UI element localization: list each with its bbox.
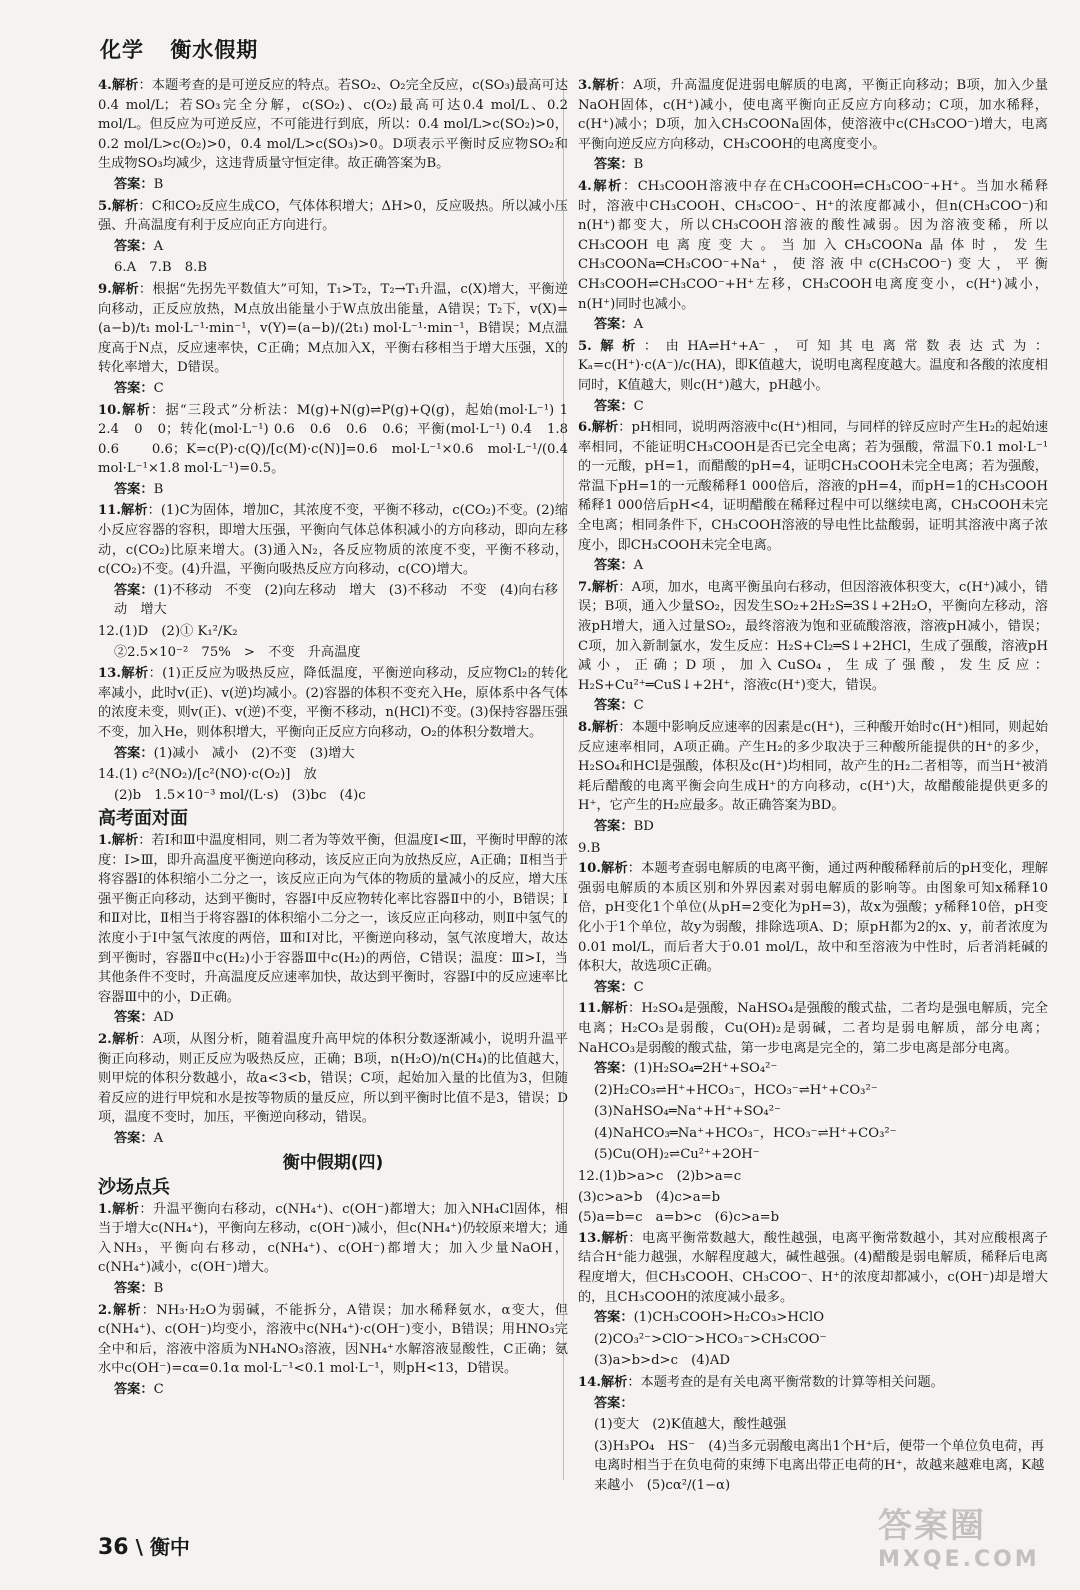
left-item: 4.解析：本题考查的是可逆反应的特点。若SO₂、O₂完全反应，c(SO₃)最高可达0.4 mol/L；若SO₃完全分解，c(SO₂)、c(O₂)最高可达0.4 mol/L、0.2 mol/L。但反应为可逆反应，不可能进行到底，所以：0.4 mol/L>c(SO₂)>0，0.2 mol/L>c(O₂)>0，0.4 mol/L>c(SO₃)>0。D项表示平衡时反应物SO₂和生成物SO₃均减少，这违背质量守恒定律。故正确答案为B。 [98,78,569,172]
shachang-items [98,1200,568,1400]
answer-value: C [633,698,644,714]
answer-line: 答案：A [594,558,644,574]
answer-value: (1)H₂SO₄═2H⁺+SO₄²⁻ [633,1061,778,1077]
question-number: 10. [98,402,121,418]
analysis-text: 据“三段式”分析法：M(g)+N(g)⇌P(g)+Q(g)，起始(mol·L⁻¹) 1 2.4 0 0；转化(mol·L⁻¹) 0.6 0.6 0.6 0.6；平衡(mol·L⁻¹) 0.4 1.8 0.6 0.6；K=c(P)·c(Q)/[c(M)·c(N)]=0.6 mol·L⁻¹×0.6 mol·L⁻¹/(0.4 mol·L⁻¹×1.8 mol·L⁻¹)=0.5。 [98,402,582,477]
right-items-part2 [578,859,1048,1079]
right-item: 10.解析：本题考查弱电解质的电离平衡，通过两种酸稀释前后的pH变化，理解强弱电解质的本质区别和外界因素对弱电解质的影响等。由图象可知x稀释10倍，pH变化1个单位(从pH=2变化为pH=3)，故x为强酸；y稀释10倍，pH变化小于1个单位，故y为弱酸，排除选项A、D；原pH都为2的x、y，前者浓度为0.01 mol/L，而后者大于0.01 mol/L，故中和至溶液为中性时，后者消耗碱的体积大，故选项C正确。 [578,861,1048,975]
analysis-text: 电离平衡常数越大，酸性越强，电离平衡常数越小，其对应酸根离子结合H⁺能力越强，水解程度越大，碱性越强。(4)醋酸是弱电解质，稀释后电离程度增大，但CH₃COOH、CH₃COO⁻、H⁺的浓度却都减小，c(OH⁻)却是增大的，且CH₃COOH的浓度减小最多。 [578,1230,1048,1305]
analysis-text: (1)C为固体，增加C，其浓度不变，平衡不移动，c(CO₂)不变。(2)缩小反应容器的容积，即增大压强，平衡向气体总体积减小的方向移动，即向左移动，c(CO₂)比原来增大。(3)通入N₂，各反应物质的浓度不变，平衡不移动，c(CO₂)不变。(4)升温，平衡向吸热反应方向移动，c(CO)增大。 [98,503,569,578]
q14-line1: 14.(1) c²(NO₂)/[c²(NO)·c(O₂)] 放 [98,767,317,783]
question-number: 1. [98,832,112,848]
footer-text: 衡中 [149,1535,190,1559]
analysis-label: 解析 [111,281,139,297]
analysis-text: CH₃COOH溶液中存在CH₃COOH⇌CH₃COO⁻+H⁺。当加水稀释时，溶液中CH₃COOH、CH₃COO⁻、H⁺的浓度都减小，但n(CH₃COO⁻)和n(H⁺)都变大，所以CH₃COOH溶液的酸性减弱。因为溶液变稀，所以CH₃COOH电离度变大。当加入CH₃COONa晶体时，发生CH₃COONa═CH₃COO⁻+Na⁺，使溶液中c(CH₃COO⁻)变大，平衡CH₃COOH⇌CH₃COO⁻+H⁺左移，CH₃COOH电离度变小，c(H⁺)减小，n(H⁺)同时也减小。 [578,178,1049,312]
question-number: 6. [578,420,592,436]
q12-answers [578,1167,1048,1228]
gaokao-items [98,831,568,1149]
right-item: 5.解析：由HA⇌H⁺+A⁻，可知其电离常数表达式为：Kₐ=c(H⁺)·c(A⁻)/c(HA)，即K值越大，说明电离程度越大。温度和各酸的浓度相同时，K值越大，则c(H⁺)越大，pH越小。 [578,338,1049,393]
answer-value: A [633,558,644,574]
analysis-text: NH₃·H₂O为弱碱，不能拆分，A错误；加水稀释氨水，α变大，但c(NH₄⁺)、c(OH⁻)均变小，溶液中c(NH₄⁺)·c(OH⁻)变小，B错误；用HNO₃完全中和后，溶液中溶质为NH₄NO₃溶液，因NH₄⁺水解溶液显酸性，C正确；氨水中c(OH⁻)=cα=0.1α mol·L⁻¹<0.1 mol·L⁻¹，则pH<13，D错误。 [98,1302,569,1377]
answer-value: BD [633,818,654,834]
analysis-label: 解析 [111,832,139,848]
q12-line1: 12.(1)D (2)① K₁²/K₂ [98,624,238,640]
question-number: 8. [578,720,592,735]
answer-text-line: (2)H₂CO₃⇌H⁺+HCO₃⁻，HCO₃⁻⇌H⁺+CO₃²⁻ [594,1082,878,1098]
analysis-text: 升温平衡向右移动，c(NH₄⁺)、c(OH⁻)都增大；加入NH₄Cl固体，相当于增大c(NH₄⁺)，平衡向左移动，c(OH⁻)减小，但c(NH₄⁺)仍较原来增大；通入NH₃，平衡向右移动，c(NH₄⁺)、c(OH⁻)都增大；加入少量NaOH，c(NH₄⁺)减小，c(OH⁻)增大。 [98,1201,569,1276]
analysis-label: 解析 [600,861,628,877]
analysis-label: 解析 [111,78,139,93]
answer-line: 答案：(1)H₂SO₄═2H⁺+SO₄²⁻ [594,1061,778,1077]
answer-text-line: (4)NaHCO₃═Na⁺+HCO₃⁻，HCO₃⁻⇌H⁺+CO₃²⁻ [594,1125,897,1141]
answer-line: 答案：(1)CH₃COOH>H₂CO₃>HClO [594,1310,825,1326]
answer-value: (1)CH₃COOH>H₂CO₃>HClO [633,1310,825,1326]
answer-text-line: (3)NaHSO₄═Na⁺+H⁺+SO₄²⁻ [594,1104,781,1120]
analysis-text: H₂SO₄是强酸，NaHSO₄是强酸的酸式盐，二者均是强电解质，完全电离；H₂CO₃是弱酸，Cu(OH)₂是弱碱，二者均是弱电解质，部分电离；NaHCO₃是弱酸的酸式盐，第一步电离是完全的，第二步电离是部分电离。 [578,1001,1049,1056]
answer-line: 答案：B [114,1281,164,1297]
answer-line: 答案：B [114,481,164,497]
answer-text-line: (5)a=b=c a=b>c (6)c>a=b [578,1210,780,1226]
q14-number: 14. [578,1375,601,1390]
left-item: 13.解析：(1)正反应为吸热反应，降低温度，平衡逆向移动，反应物Cl₂的转化率减小，此时v(正)、v(逆)均减小。(2)容器的体积不变充入He，原体系中各气体的浓度未变，则v(正)、v(逆)不变，平衡不移动，n(HCl)不变。(3)保持容器压强不变，加入He，则体积增大，平衡向正反应方向移动，O₂的体积分数增大。 [98,666,569,740]
analysis-text: 根据“先拐先平数值大”可知，T₁>T₂，T₂→T₁升温，c(X)增大，平衡逆向移动，正反应放热，M点放出能量小于W点放出能量，A错误；T₂下，v(X)=(a−b)/t₁ mol·L⁻¹·min⁻¹，v(Y)=(a−b)/(2t₁) mol·L⁻¹·min⁻¹，B错误；M点温度高于N点，反应速率快，C正确；M点加入X，平衡右移相当于增大压强，X的转化率增大，D错误。 [98,281,569,376]
left-item: 9.解析：根据“先拐先平数值大”可知，T₁>T₂，T₂→T₁升温，c(X)增大，平衡逆向移动，正反应放热，M点放出能量小于W点放出能量，A错误；T₂下，v(X)=(a−b)/t₁ mol·L⁻¹·min⁻¹，v(Y)=(a−b)/(2t₁) mol·L⁻¹·min⁻¹，B错误；M点温度高于N点，反应速率快，C正确；M点加入X，平衡右移相当于增大压强，X的转化率增大，D错误。 [98,281,569,376]
answer-line: 答案：C [594,698,644,714]
answer-value: B [153,1281,164,1297]
answer-text-line: (3)a>b>d>c (4)AD [594,1353,730,1369]
analysis-label: 解析 [111,1302,142,1318]
analysis-text: A项，加水，电离平衡虽向右移动，但因溶液体积变大，c(H⁺)减小，错误；B项，通入少量SO₂，因发生SO₂+2H₂S═3S↓+2H₂O，平衡向左移动，溶液pH增大，通入过量SO₂，最终溶液为饱和亚硫酸溶液，溶液pH减小，错误；C项，加入新制氯水，发生反应：H₂S+Cl₂═S↓+2HCl，生成了强酸，溶液pH减小，正确；D项，加入CuSO₄，生成了强酸，发生反应：H₂S+Cu²⁺═CuS↓+2H⁺，溶液c(H⁺)变大，错误。 [578,579,1049,693]
answer-value: (1)不移动 不变 (2)向左移动 增大 (3)不移动 不变 (4)向右移动 增大 [114,582,558,618]
left-item: 10.解析：据“三段式”分析法：M(g)+N(g)⇌P(g)+Q(g)，起始(mol·L⁻¹) 1 2.4 0 0；转化(mol·L⁻¹) 0.6 0.6 0.6 0.6；平衡(mol·L⁻¹) 0.4 1.8 0.6 0.6；K=c(P)·c(Q)/[c(M)·c(N)]=0.6 mol·L⁻¹×0.6 mol·L⁻¹/(0.4 mol·L⁻¹×1.8 mol·L⁻¹)=0.5。 [98,402,582,477]
answer-line: 答案：B [594,157,644,173]
question-number: 5. [578,338,592,354]
question-number: 9. [98,281,112,297]
answer-text-line: (5)Cu(OH)₂⇌Cu²⁺+2OH⁻ [594,1147,760,1163]
answer-value: B [153,481,164,497]
right-item: 3.解析：A项，升高温度促进弱电解质的电离，平衡正向移动；B项，加入少量NaOH固体，c(H⁺)减小，使电离平衡向正反应方向移动；C项，加水稀释，c(H⁺)减小；D项，加入CH₃COONa固体，使溶液中c(CH₃COO⁻)增大，电离平衡向逆反应方向移动，CH₃COOH的电离度变小。 [578,78,1049,152]
watermark-site: MXQE.COM [878,1547,1040,1572]
right-item: 11.解析：H₂SO₄是强酸，NaHSO₄是强酸的酸式盐，二者均是强电解质，完全电离；H₂CO₃是弱酸，Cu(OH)₂是弱碱，二者均是弱电解质，部分电离；NaHCO₃是弱酸的酸式盐，第一步电离是完全的，第二步电离是部分电离。 [578,1001,1049,1056]
left-column [98,76,582,1506]
answer-line: 答案：B [114,176,164,192]
question-number: 13. [98,666,121,682]
answer-line: 答案：(1)不移动 不变 (2)向左移动 增大 (3)不移动 不变 (4)向右移动 增大 [114,582,558,618]
q14-line2: (2)b 1.5×10⁻³ mol/(L·s) (3)bc (4)c [114,787,366,803]
answer-value: C [633,398,644,414]
chapter-subtitle: 衡中假期(四) [282,1153,384,1174]
answer-value: A [153,1130,164,1146]
analysis-text: C和CO₂反应生成CO，气体体积增大；ΔH>0，反应吸热。所以减小压强、升高温度有利于反应向正方向进行。 [98,198,568,234]
gaokao-item: 2.解析：A项，从图分析，随着温度升高甲烷的体积分数逐渐减小，说明升温平衡正向移动，则正反应为吸热反应，正确；B项，n(H₂O)/n(CH₄)的比值越大，则甲烷的体积分数越小，故a<3<b，错误；C项，起始加入量的比值为3，但随着反应的进行甲烷和水是按等物质的量反应，所以到平衡时比值不是3，错误；D项，温度不变时，加压，平衡逆向移动，错误。 [98,1031,568,1126]
analysis-text: 本题中影响反应速率的因素是c(H⁺)，三种酸开始时c(H⁺)相同，则起始反应速率相同，A项正确。产生H₂的多少取决于三种酸所能提供的H⁺的多少，H₂SO₄和HCl是强酸，体积及c(H⁺)均相同，故产生的H₂二者相等，而当H⁺被消耗后醋酸的电离平衡会向生成H⁺的方向移动，c(H⁺)大，故醋酸能提供更多的H⁺，它产生的H₂应最多。故正确答案为BD。 [578,720,1049,814]
q14-item: 14.解析：本题考查的是有关电离平衡常数的计算等相关问题。 [578,1375,944,1390]
answer-value: AD [153,1010,174,1026]
page-footer [98,1531,190,1560]
answer-value: B [153,176,164,192]
analysis-label: 解析 [591,579,619,595]
analysis-label: 解析 [111,1201,140,1217]
question-number: 11. [98,503,121,519]
analysis-text: A项，升高温度促进弱电解质的电离，平衡正向移动；B项，加入少量NaOH固体，c(H⁺)减小，使电离平衡向正反应方向移动；C项，加水稀释，c(H⁺)减小；D项，加入CH₃COONa固体，使溶液中c(CH₃COO⁻)增大，电离平衡向逆反应方向移动，CH₃COOH的电离度变小。 [578,78,1049,152]
answer-line: 答案：A [114,1130,164,1146]
right-item: 8.解析：本题中影响反应速率的因素是c(H⁺)，三种酸开始时c(H⁺)相同，则起始反应速率相同，A项正确。产生H₂的多少取决于三种酸所能提供的H⁺的多少，H₂SO₄和HCl是强酸，体积及c(H⁺)均相同，故产生的H₂二者相等，而当H⁺被消耗后醋酸的电离平衡会向生成H⁺的方向移动，c(H⁺)大，故醋酸能提供更多的H⁺，它产生的H₂应最多。故正确答案为BD。 [578,720,1049,814]
question-number: 7. [578,579,592,595]
answer-value: A [633,317,644,333]
answer-line: 答案：A [594,317,644,333]
analysis-label: 解析 [111,198,139,214]
answer-value: (1)减小 减小 (2)不变 (3)增大 [153,745,355,761]
right-items-part3 [578,1229,1048,1328]
q12-line2: ②2.5×10⁻² 75% > 不变 升高温度 [114,644,361,660]
q14-label: 解析 [600,1375,628,1390]
analysis-text: (1)正反应为吸热反应，降低温度，平衡逆向移动，反应物Cl₂的转化率减小，此时v(正)、v(逆)均减小。(2)容器的体积不变充入He，原体系中各气体的浓度未变，则v(正)、v(逆)不变，平衡不移动，n(HCl)不变。(3)保持容器压强不变，加入He，则体积增大，平衡向正反应方向移动，O₂的体积分数增大。 [98,666,569,740]
left-items-part2 [98,280,582,620]
answer-line: 答案：C [594,979,644,995]
watermark-logo [878,1498,1058,1582]
analysis-text: 本题考查弱电解质的电离平衡，通过两种酸稀释前后的pH变化，理解强弱电解质的本质区别和外界因素对弱电解质的影响等。由图象可知x稀释10倍，pH变化1个单位(从pH=2变化为pH=3)，故x为强酸；y稀释10倍，pH变化小于1个单位，故y为弱酸，排除选项A、D；原pH都为2的x、y，前者浓度为0.01 mol/L，而后者大于0.01 mol/L，故中和至溶液为中性时，后者消耗碱的体积大，故选项C正确。 [578,861,1048,975]
header-subject: 化学 [100,37,144,62]
question-number: 2. [98,1302,112,1318]
analysis-label: 解析 [600,1230,629,1246]
right-column [578,76,1049,1493]
analysis-label: 解析 [591,178,623,194]
question-number: 1. [98,1201,112,1217]
answer-line: 答案：BD [594,818,654,834]
right-item: 4.解析：CH₃COOH溶液中存在CH₃COOH⇌CH₃COO⁻+H⁺。当加水稀释时，溶液中CH₃COOH、CH₃COO⁻、H⁺的浓度都减小，但n(CH₃COO⁻)和n(H⁺)都变大，所以CH₃COOH溶液的酸性减弱。因为溶液变稀，所以CH₃COOH电离度变大。当加入CH₃COONa晶体时，发生CH₃COONa═CH₃COO⁻+Na⁺，使溶液中c(CH₃COO⁻)变大，平衡CH₃COOH⇌CH₃COO⁻+H⁺左移，CH₃COOH电离度变小，c(H⁺)减小，n(H⁺)同时也减小。 [578,178,1049,312]
footer-separator: \ [135,1535,150,1559]
analysis-label: 解析 [120,503,148,519]
question-number: 5. [98,198,112,214]
right-item: 6.解析：pH相同，说明两溶液中c(H⁺)相同，与同样的锌反应时产生H₂的起始速率相同，不能证明CH₃COOH是否已完全电离；若为强酸，常温下0.1 mol·L⁻¹的一元酸，pH=1，而醋酸的pH=4，证明CH₃COOH未完全电离；若为强酸，常温下pH=1的一元酸稀释1 000倍后，溶液的pH=4，而pH=1的CH₃COOH稀释1 000倍后pH<4，证明醋酸在稀释过程中可以继续电离，CH₃COOH未完全电离；相同条件下，CH₃COOH溶液的导电性比盐酸弱，证明其溶液中离子浓度小，即CH₃COOH未完全电离。 [578,420,1049,553]
question-number: 11. [578,1001,601,1017]
analysis-label: 解析 [591,420,619,436]
analysis-text: A项，从图分析，随着温度升高甲烷的体积分数逐渐减小，说明升温平衡正向移动，则正反应为吸热反应，正确；B项，n(H₂O)/n(CH₄)的比值越大，则甲烷的体积分数越小，故a<3<b，错误；C项，起始加入量的比值为3，但随着反应的进行甲烷和水是按等物质的量反应，所以到平衡时比值不是3，错误；D项，温度不变时，加压，平衡逆向移动，错误。 [98,1031,568,1126]
answer-line: 答案：A [114,238,164,254]
analysis-text: 由HA⇌H⁺+A⁻，可知其电离常数表达式为：Kₐ=c(H⁺)·c(A⁻)/c(HA)，即K值越大，说明电离程度越大。温度和各酸的浓度相同时，K值越大，则c(H⁺)越大，pH越小。 [578,338,1049,393]
header-book: 衡水假期 [170,37,259,62]
question-number: 2. [98,1031,112,1047]
right-item: 13.解析：电离平衡常数越大，酸性越强，电离平衡常数越小，其对应酸根离子结合H⁺能力越强，水解程度越大，碱性越强。(4)醋酸是弱电解质，稀释后电离程度增大，但CH₃COOH、CH₃COO⁻、H⁺的浓度却都减小，c(OH⁻)却是增大的，且CH₃COOH的浓度减小最多。 [578,1230,1048,1305]
analysis-label: 解析 [591,338,644,354]
answer-line: 答案：C [594,398,644,414]
left-item: 5.解析：C和CO₂反应生成CO，气体体积增大；ΔH>0，反应吸热。所以减小压强、升高温度有利于反应向正方向进行。 [98,198,568,234]
right-item: 7.解析：A项，加水，电离平衡虽向右移动，但因溶液体积变大，c(H⁺)减小，错误；B项，通入少量SO₂，因发生SO₂+2H₂S═3S↓+2H₂O，平衡向左移动，溶液pH增大，通入过量SO₂，最终溶液为饱和亚硫酸溶液，溶液pH减小，错误；C项，加入新制氯水，发生反应：H₂S+Cl₂═S↓+2HCl，生成了强酸，溶液pH减小，正确；D项，加入CuSO₄，生成了强酸，发生反应：H₂S+Cu²⁺═CuS↓+2H⁺，溶液c(H⁺)变大，错误。 [578,579,1049,693]
analysis-label: 解析 [111,1031,140,1047]
analysis-text: 本题考查的是可逆反应的特点。若SO₂、O₂完全反应，c(SO₃)最高可达0.4 mol/L；若SO₃完全分解，c(SO₂)、c(O₂)最高可达0.4 mol/L、0.2 mol/L。但反应为可逆反应，不可能进行到底，所以：0.4 mol/L>c(SO₂)>0，0.2 mol/L>c(O₂)>0，0.4 mol/L>c(SO₃)>0。D项表示平衡时反应物SO₂和生成物SO₃均减少，这违背质量守恒定律。故正确答案为B。 [98,78,569,172]
answer-line: 答案：AD [114,1010,174,1026]
analysis-label: 解析 [591,720,619,735]
analysis-text: 若Ⅰ和Ⅲ中温度相同，则二者为等效平衡，但温度Ⅰ<Ⅲ，平衡时甲醇的浓度：Ⅰ>Ⅲ，即升高温度平衡逆向移动，该反应正向为放热反应，A正确；Ⅱ相当于将容器Ⅰ的体积缩小二分之一，该反应正向为气体的物质的量减小的反应，增大压强平衡正向移动，达到平衡时，容器Ⅰ中反应物转化率比容器Ⅱ中的小，B错误；Ⅰ和Ⅱ对比，Ⅱ相当于将容器Ⅰ的体积缩小二分之一，该反应正向移动，则Ⅱ中氢气的浓度小于Ⅰ中氢气浓度的两倍，Ⅲ和Ⅰ对比，平衡逆向移动，氢气浓度增大，故达到平衡时，容器Ⅱ中c(H₂)小于容器Ⅲ中c(H₂)的两倍，C错误；温度：Ⅲ>Ⅰ，当其他条件不变时，升高温度反应速率加快，故达到平衡时，容器Ⅰ中的反应速率比容器Ⅲ中的小，D正确。 [98,832,569,1005]
left-items-part3 [98,664,568,763]
page-header [100,34,276,64]
answer-line: 答案：(1)减小 减小 (2)不变 (3)增大 [114,745,355,761]
q11-extra-answers [578,1081,1048,1165]
question-number: 4. [578,178,592,194]
page-number: 36 [98,1535,129,1560]
q14-answers [578,1415,1048,1495]
answer-text-line: 12.(1)b>a>c (2)b>a=c [578,1169,742,1185]
question-number: 4. [98,78,112,93]
answer-value: C [153,1382,164,1397]
answer-text-line: (2)CO₃²⁻>ClO⁻>HCO₃⁻>CH₃COO⁻ [594,1331,827,1347]
answer-value: C [153,380,164,396]
section-shachang: 沙场点兵 [98,1177,170,1199]
analysis-label: 解析 [120,666,149,682]
short-answers: 6.A 7.B 8.B [114,260,208,276]
question-number: 3. [578,78,592,93]
answer-value: A [153,238,164,254]
analysis-label: 解析 [120,402,152,418]
question-number: 13. [578,1230,601,1246]
q13-extra-answers [578,1330,1048,1371]
answer-text-line: (3)c>a>b (4)c>a=b [578,1189,721,1205]
question-number: 10. [578,861,601,877]
answer-value: C [633,979,644,995]
q14-answer-label: 答案： [594,1395,634,1411]
section-gaokao: 高考面对面 [98,808,188,830]
answer-text-line: (1)变大 (2)K值越大，酸性越强 [594,1417,787,1433]
shachang-item: 1.解析：升温平衡向右移动，c(NH₄⁺)、c(OH⁻)都增大；加入NH₄Cl固体，相当于增大c(NH₄⁺)，平衡向左移动，c(OH⁻)减小，但c(NH₄⁺)仍较原来增大；通入NH₃，平衡向右移动，c(NH₄⁺)、c(OH⁻)都增大；加入少量NaOH，c(NH₄⁺)减小，c(OH⁻)增大。 [98,1201,569,1276]
watermark-title: 答案圈 [878,1506,986,1546]
answer-value: B [633,157,644,173]
q14-text: 本题考查的是有关电离平衡常数的计算等相关问题。 [640,1375,944,1390]
answer-text-line: (3)H₃PO₄ HS⁻ (4)当多元弱酸电离出1个H⁺后，便带一个单位负电荷，再电离时相当于在负电荷的束缚下电离出带正电荷的H⁺，故越来越难电离，K越来越小 (5)cα²/(1−α) [594,1438,1045,1493]
answer-line: 答案：C [114,1382,164,1397]
analysis-label: 解析 [600,1001,628,1017]
answer-line: 答案：C [114,380,164,396]
q9-answer: 9.B [578,840,601,856]
analysis-text: pH相同，说明两溶液中c(H⁺)相同，与同样的锌反应时产生H₂的起始速率相同，不能证明CH₃COOH是否已完全电离；若为强酸，常温下0.1 mol·L⁻¹的一元酸，pH=1，而醋酸的pH=4，证明CH₃COOH未完全电离；若为强酸，常温下pH=1的一元酸稀释1 000倍后，溶液的pH=4，而pH=1的CH₃COOH稀释1 000倍后pH<4，证明醋酸在稀释过程中可以继续电离，CH₃COOH未完全电离；相同条件下，CH₃COOH溶液的导电性比盐酸弱，证明其溶液中离子浓度小，即CH₃COOH未完全电离。 [578,420,1049,553]
gaokao-item: 1.解析：若Ⅰ和Ⅲ中温度相同，则二者为等效平衡，但温度Ⅰ<Ⅲ，平衡时甲醇的浓度：Ⅰ>Ⅲ，即升高温度平衡逆向移动，该反应正向为放热反应，A正确；Ⅱ相当于将容器Ⅰ的体积缩小二分之一，该反应正向为气体的物质的量减小的反应，增大压强平衡正向移动，达到平衡时，容器Ⅰ中反应物转化率比容器Ⅱ中的小，B错误；Ⅰ和Ⅱ对比，Ⅱ相当于将容器Ⅰ的体积缩小二分之一，该反应正向移动，则Ⅱ中氢气的浓度小于Ⅰ中氢气浓度的两倍，Ⅲ和Ⅰ对比，平衡逆向移动，氢气浓度增大，故达到平衡时，容器Ⅱ中c(H₂)小于容器Ⅲ中c(H₂)的两倍，C错误；温度：Ⅲ>Ⅰ，当其他条件不变时，升高温度反应速率加快，故达到平衡时，容器Ⅰ中的反应速率比容器Ⅲ中的小，D正确。 [98,832,569,1005]
shachang-item: 2.解析：NH₃·H₂O为弱碱，不能拆分，A错误；加水稀释氨水，α变大，但c(NH₄⁺)、c(OH⁻)均变小，溶液中c(NH₄⁺)·c(OH⁻)变小，B错误；用HNO₃完全中和后，溶液中溶质为NH₄NO₃溶液，因NH₄⁺水解溶液显酸性，C正确；氨水中c(OH⁻)=cα=0.1α mol·L⁻¹<0.1 mol·L⁻¹，则pH<13，D错误。 [98,1302,569,1377]
right-items-part1 [578,76,1048,837]
left-item: 11.解析：(1)C为固体，增加C，其浓度不变，平衡不移动，c(CO₂)不变。(2)缩小反应容器的容积，即增大压强，平衡向气体总体积减小的方向移动，即向左移动，c(CO₂)比原来增大。(3)通入N₂，各反应物质的浓度不变，平衡不移动，c(CO₂)不变。(4)升温，平衡向吸热反应方向移动，c(CO)增大。 [98,503,569,578]
left-items-part1 [98,76,568,256]
analysis-label: 解析 [591,78,620,93]
